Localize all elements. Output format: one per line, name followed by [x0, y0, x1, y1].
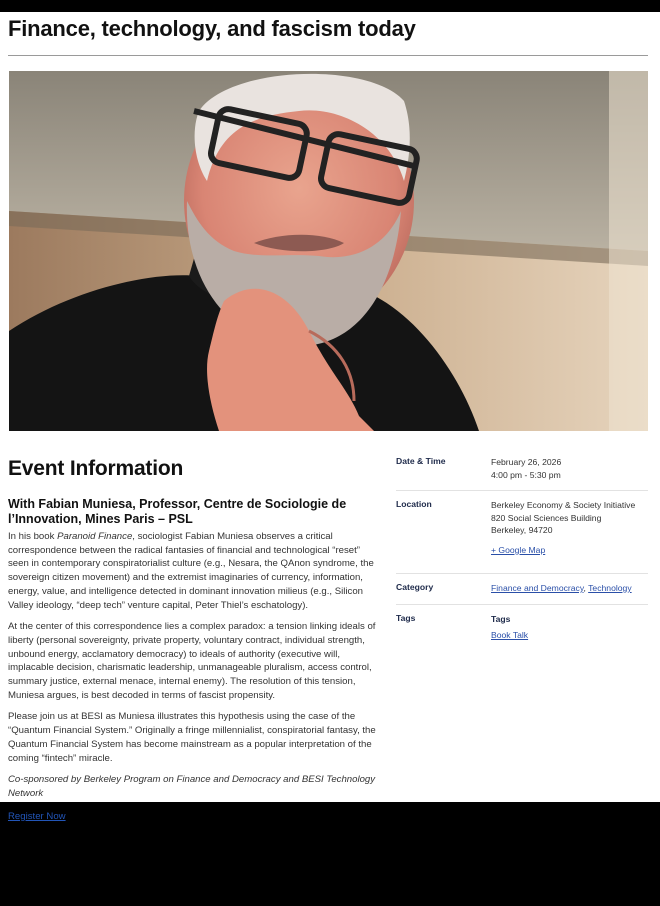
category-separator: ,	[583, 583, 589, 593]
location-line-3: Berkeley, 94720	[491, 525, 553, 536]
tags-row	[396, 605, 648, 641]
description-paragraph-1	[8, 530, 378, 612]
event-time: 4:00 pm - 5:30 pm	[491, 469, 561, 480]
page-title: Finance, technology, and fascism today	[8, 16, 416, 41]
book-title: Paranoid Finance	[57, 531, 133, 542]
event-page	[0, 12, 660, 822]
location-label: Location	[396, 499, 432, 509]
datetime-label: Date & Time	[396, 456, 446, 466]
datetime-row	[396, 456, 648, 491]
title-divider	[8, 55, 648, 56]
location-line-2: 820 Social Sciences Building	[491, 512, 602, 523]
register-now-link[interactable]: Register Now	[8, 810, 66, 822]
speaker-photo-graphic	[9, 71, 648, 431]
location-row	[396, 491, 648, 574]
category-technology-link[interactable]: Technology	[588, 583, 632, 593]
speaker-heading: With Fabian Muniesa, Professor, Centre de Sociologie de l’Innovation, Mines Paris – PSL	[8, 497, 347, 526]
event-details-panel	[396, 456, 648, 641]
para1-intro: In his book	[8, 531, 58, 542]
google-map-link[interactable]: + Google Map	[491, 544, 546, 555]
event-date: February 26, 2026	[491, 457, 562, 467]
location-line-1: Berkeley Economy & Society Initiative	[491, 500, 636, 510]
description-paragraph-3: Please join us at BESI as Muniesa illustrates this hypothesis using the case of the “Quantum Financial System.” Originally a fringe millennialist, conspiratorial fantasy, the Quantum Financial System has become mainstream as a popular interpretation of the coming “fintech” miracle.	[8, 711, 376, 764]
category-row	[396, 574, 648, 605]
tags-sub-label: Tags	[491, 614, 511, 624]
event-info-heading: Event Information	[8, 457, 184, 480]
tags-label: Tags	[396, 613, 416, 623]
category-finance-link[interactable]: Finance and Democracy	[491, 583, 584, 593]
speaker-photo	[9, 71, 648, 431]
para1-body: , sociologist Fabian Muniesa observes a critical correspondence between the radical fantasies of financial and technological “reset” seen in contemporary conspiratorialist culture (e.g., Nesara, the QAnon syndrome, the sovereign citizen movement) and the extremist imaginaries of currency, information, energy, value, and intelligence detected in dominant innovation milieus (e.g., Silicon Valley ideology, “deep tech” venture capital, Peter Thiel’s eschatology).	[8, 531, 374, 611]
cosponsor-note: Co-sponsored by Berkeley Program on Finance and Democracy and BESI Technology Network	[8, 774, 376, 799]
category-label: Category	[396, 582, 434, 592]
event-description	[8, 457, 378, 822]
tag-book-talk-link[interactable]: Book Talk	[491, 629, 529, 640]
description-paragraph-2: At the center of this correspondence lies a complex paradox: a tension linking ideals of liberty (personal sovereignty, private property, voluntary contract, individual strength, unbound energy, acclamatory democracy) to ideals of authority (executive will, implacable decision, charismatic leadership, unmanageable pluralism, access control, summary justice, external menace, internal enemy). The resolution of this tension, Muniesa argues, is best decoded in terms of fascist propensity.	[8, 621, 376, 701]
